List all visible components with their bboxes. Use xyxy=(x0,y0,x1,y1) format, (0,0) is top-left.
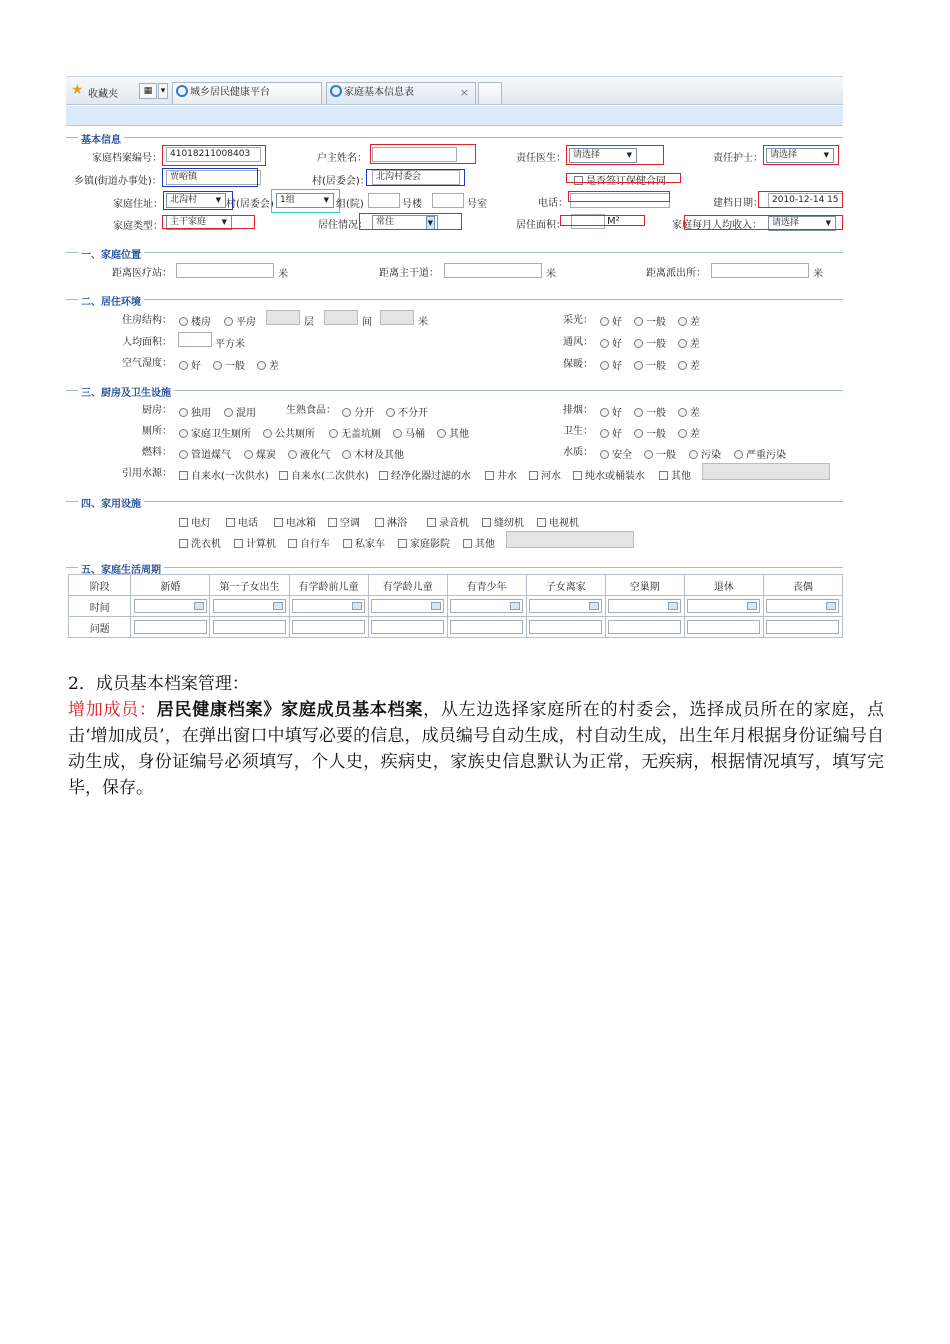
radio-icon xyxy=(179,361,188,370)
stage-cell: 第一子女出生 xyxy=(210,575,289,596)
head-name-label: 户主姓名： xyxy=(317,153,367,164)
check-fridge[interactable]: 电冰箱 xyxy=(274,514,316,529)
checkbox-icon xyxy=(537,518,546,527)
file-no-input[interactable]: 41018211008403 xyxy=(166,147,261,162)
radio-warmth-fair[interactable]: 一般 xyxy=(634,357,666,372)
radio-vent-poor[interactable]: 差 xyxy=(678,335,700,350)
checkbox-icon xyxy=(482,518,491,527)
checkbox-icon xyxy=(179,518,188,527)
embedded-screenshot xyxy=(66,76,843,643)
checkbox-icon xyxy=(529,471,538,480)
highlight-box xyxy=(566,145,664,165)
check-car[interactable]: 私家车 xyxy=(343,535,385,550)
radio-icon xyxy=(393,429,402,438)
nurse-label: 责任护士： xyxy=(713,153,763,164)
highlight-box xyxy=(758,191,843,208)
check-water-well[interactable]: 井水 xyxy=(485,467,517,482)
date-label: 建档日期： xyxy=(713,198,763,209)
radio-smoke-good[interactable]: 好 xyxy=(600,404,622,419)
area-unit: M² xyxy=(607,216,620,227)
checkbox-icon xyxy=(274,518,283,527)
checkbox-icon xyxy=(375,518,384,527)
addr-village-unit: 村(居委会) xyxy=(226,199,274,210)
calendar-icon xyxy=(668,602,678,610)
radio-fuel-lpg[interactable]: 液化气 xyxy=(288,446,330,461)
section-appliances xyxy=(66,499,843,510)
checkbox-icon xyxy=(659,471,668,480)
radio-toilet-pit[interactable]: 无盖坑厕 xyxy=(329,425,381,440)
nurse-select[interactable]: 请选择 ▼ xyxy=(766,148,834,163)
radio-icon xyxy=(179,429,188,438)
income-label: 家庭每月人均收入： xyxy=(672,220,762,231)
radio-icon xyxy=(678,429,687,438)
income-select[interactable]: 请选择 ▼ xyxy=(768,216,836,231)
calendar-icon xyxy=(589,602,599,610)
lead-red-label: 增加成员： xyxy=(68,700,157,720)
meter-unit: 米 xyxy=(418,317,428,328)
checkbox-icon xyxy=(463,539,472,548)
radio-icon xyxy=(224,317,233,326)
issue-cell[interactable] xyxy=(684,617,763,638)
doctor-select[interactable]: 请选择 ▼ xyxy=(569,148,637,163)
room-unit: 间 xyxy=(362,317,372,328)
addr-group-unit: 组(院) xyxy=(336,199,364,210)
warmth-label: 保暖： xyxy=(563,359,593,370)
per-area-unit: 平方米 xyxy=(215,339,245,350)
radio-smoke-poor[interactable]: 差 xyxy=(678,404,700,419)
radio-icon xyxy=(600,361,609,370)
check-appliance-other[interactable]: 其他 xyxy=(463,535,495,550)
life-cycle-table xyxy=(68,574,843,638)
issue-cell[interactable] xyxy=(289,617,368,638)
calendar-icon xyxy=(826,602,836,610)
check-bicycle[interactable]: 自行车 xyxy=(288,535,330,550)
issue-cell[interactable] xyxy=(368,617,447,638)
addr-room-input[interactable] xyxy=(432,193,464,208)
addr-village-select[interactable]: 北沟村 ▼ xyxy=(166,193,226,208)
fuel-label: 燃料： xyxy=(142,447,172,458)
checkbox-icon xyxy=(328,518,337,527)
structure-label: 住房结构： xyxy=(122,315,172,326)
date-cell[interactable] xyxy=(447,596,526,617)
section-cycle xyxy=(66,565,843,576)
radio-food-separate[interactable]: 分开 xyxy=(342,404,374,419)
check-sewing[interactable]: 缝纫机 xyxy=(482,514,524,529)
highlight-box xyxy=(359,213,462,230)
radio-hygiene-good[interactable]: 好 xyxy=(600,425,622,440)
radio-icon xyxy=(600,429,609,438)
checkbox-icon xyxy=(179,471,188,480)
radio-icon xyxy=(634,361,643,370)
radio-bungalow[interactable]: 平房 xyxy=(224,313,256,328)
checkbox-icon xyxy=(343,539,352,548)
radio-icon xyxy=(600,339,609,348)
checkbox-icon xyxy=(573,471,582,480)
village-label: 村(居委会)： xyxy=(312,176,370,187)
radio-fuel-wood[interactable]: 木材及其他 xyxy=(342,446,404,461)
checkbox-icon xyxy=(234,539,243,548)
radio-food-mixed[interactable]: 不分开 xyxy=(386,404,428,419)
time-header: 时间 xyxy=(69,596,131,617)
radio-water-polluted[interactable]: 污染 xyxy=(689,446,721,461)
radio-light-good[interactable]: 好 xyxy=(600,313,622,328)
ie-icon xyxy=(330,85,342,97)
highlight-box xyxy=(560,215,645,226)
issue-cell[interactable] xyxy=(210,617,289,638)
file-no-label: 家庭档案编号： xyxy=(92,153,162,164)
light-label: 采光： xyxy=(563,315,593,326)
radio-icon xyxy=(263,429,272,438)
radio-light-poor[interactable]: 差 xyxy=(678,313,700,328)
radio-icon xyxy=(329,429,338,438)
radio-fuel-gas[interactable]: 管道煤气 xyxy=(179,446,231,461)
radio-icon xyxy=(734,450,743,459)
radio-toilet-public[interactable]: 公共厕所 xyxy=(263,425,315,440)
radio-warmth-poor[interactable]: 差 xyxy=(678,357,700,372)
radio-water-fair[interactable]: 一般 xyxy=(644,446,676,461)
town-input[interactable]: 贾峪镇 xyxy=(166,170,261,185)
chevron-down-icon: ▼ xyxy=(825,219,831,227)
checkbox-icon xyxy=(427,518,436,527)
radio-icon xyxy=(678,361,687,370)
radio-humidity-fair[interactable]: 一般 xyxy=(213,357,245,372)
hygiene-label: 卫生： xyxy=(563,426,593,437)
checkbox-icon xyxy=(279,471,288,480)
radio-icon xyxy=(600,450,609,459)
radio-hygiene-fair[interactable]: 一般 xyxy=(634,425,666,440)
floor-unit: 层 xyxy=(304,317,314,328)
radio-icon xyxy=(244,450,253,459)
doctor-label: 责任医生： xyxy=(516,153,566,164)
police-distance-input[interactable] xyxy=(711,263,809,278)
check-water-other[interactable]: 其他 xyxy=(659,467,691,482)
radio-fuel-coal[interactable]: 煤炭 xyxy=(244,446,276,461)
check-ac[interactable]: 空调 xyxy=(328,514,360,529)
date-cell[interactable] xyxy=(210,596,289,617)
issue-cell[interactable] xyxy=(131,617,210,638)
radio-icon xyxy=(288,450,297,459)
addr-building-input[interactable] xyxy=(368,193,400,208)
per-area-label: 人均面积： xyxy=(122,337,172,348)
stage-cell: 空巢期 xyxy=(605,575,684,596)
radio-icon xyxy=(689,450,698,459)
radio-icon xyxy=(678,408,687,417)
chevron-down-icon: ▼ xyxy=(221,218,227,226)
issue-header: 问题 xyxy=(69,617,131,638)
stage-cell: 子女离家 xyxy=(526,575,605,596)
meter-unit: 米 xyxy=(813,269,823,280)
calendar-icon xyxy=(431,602,441,610)
radio-icon xyxy=(600,408,609,417)
radio-icon xyxy=(634,339,643,348)
issue-cell[interactable] xyxy=(447,617,526,638)
radio-warmth-good[interactable]: 好 xyxy=(600,357,622,372)
radio-icon xyxy=(386,408,395,417)
check-water-filtered[interactable]: 经净化器过滤的水 xyxy=(379,467,471,482)
check-water-bottled[interactable]: 纯水或桶装水 xyxy=(573,467,645,482)
calendar-icon xyxy=(352,602,362,610)
radio-humidity-poor[interactable]: 差 xyxy=(257,357,279,372)
road-label: 距离主干道： xyxy=(379,268,439,279)
section-location xyxy=(66,250,843,261)
section-basic xyxy=(66,135,843,146)
radio-toilet-home[interactable]: 家庭卫生厕所 xyxy=(179,425,251,440)
per-area-input[interactable] xyxy=(178,332,212,347)
grid-icon[interactable]: ▦ xyxy=(139,83,157,99)
stage-cell: 有学龄前儿童 xyxy=(289,575,368,596)
clinic-distance-input[interactable] xyxy=(176,263,274,278)
tab-family-info[interactable]: 家庭基本信息表 × xyxy=(326,82,476,104)
table-row xyxy=(69,596,843,617)
highlight-box xyxy=(568,191,670,202)
highlight-box xyxy=(162,215,255,229)
radio-icon xyxy=(634,429,643,438)
chevron-down-icon: ▼ xyxy=(215,196,221,204)
radio-icon xyxy=(678,339,687,348)
radio-icon xyxy=(179,450,188,459)
section-title: 基本信息 xyxy=(78,131,124,146)
addr-group-select[interactable]: 1组 ▼ xyxy=(276,193,334,208)
radio-water-safe[interactable]: 安全 xyxy=(600,446,632,461)
addr-building-unit: 号楼 xyxy=(402,199,422,210)
date-cell[interactable] xyxy=(131,596,210,617)
favorites-button[interactable]: 收藏夹 xyxy=(88,89,118,100)
date-cell[interactable] xyxy=(684,596,763,617)
table-row xyxy=(69,617,843,638)
radio-icon xyxy=(179,317,188,326)
smoke-label: 排烟： xyxy=(563,405,593,416)
date-cell[interactable] xyxy=(763,596,842,617)
tab-new[interactable] xyxy=(478,82,502,104)
police-label: 距离派出所： xyxy=(646,268,706,279)
stage-cell: 新婚 xyxy=(131,575,210,596)
radio-vent-fair[interactable]: 一般 xyxy=(634,335,666,350)
highlight-box xyxy=(162,145,266,166)
toilet-label: 厕所： xyxy=(142,426,172,437)
address-label: 家庭住址： xyxy=(113,199,163,210)
addr-room-unit: 号室 xyxy=(467,199,487,210)
tab-platform[interactable]: 城乡居民健康平台 xyxy=(172,82,322,104)
contract-checkbox[interactable]: 是否签订保健合同 xyxy=(574,172,666,187)
radio-icon xyxy=(257,361,266,370)
check-tv[interactable]: 电视机 xyxy=(537,514,579,529)
star-icon[interactable]: ★ xyxy=(71,82,84,98)
meter-unit: 米 xyxy=(546,269,556,280)
stage-cell: 退休 xyxy=(684,575,763,596)
check-water-tap2[interactable]: 自来水(二次供水) xyxy=(279,467,369,482)
chevron-down-icon: ▼ xyxy=(323,196,329,204)
check-water-river[interactable]: 河水 xyxy=(529,467,561,482)
meter-unit: 米 xyxy=(278,269,288,280)
issue-cell[interactable] xyxy=(605,617,684,638)
check-shower[interactable]: 淋浴 xyxy=(375,514,407,529)
check-water-tap1[interactable]: 自来水(一次供水) xyxy=(179,467,269,482)
residence-select[interactable]: 常住 ▼ xyxy=(372,215,438,230)
highlight-box xyxy=(366,169,465,186)
radio-icon xyxy=(644,450,653,459)
radio-kitchen-own[interactable]: 独用 xyxy=(179,404,211,419)
browser-tab-bar xyxy=(66,77,843,105)
radio-icon xyxy=(224,408,233,417)
checkbox-icon xyxy=(379,471,388,480)
calendar-icon xyxy=(747,602,757,610)
highlight-box xyxy=(163,191,233,210)
radio-icon xyxy=(634,408,643,417)
date-cell[interactable] xyxy=(526,596,605,617)
residence-label: 居住情况： xyxy=(318,220,368,231)
highlight-box xyxy=(684,215,843,230)
appliance-other-input[interactable] xyxy=(506,531,634,548)
radio-icon xyxy=(600,317,609,326)
date-cell[interactable] xyxy=(605,596,684,617)
radio-icon xyxy=(634,317,643,326)
checkbox-icon xyxy=(485,471,494,480)
floor-input[interactable] xyxy=(266,310,300,325)
calendar-icon xyxy=(510,602,520,610)
section-heading: 2．成员基本档案管理： xyxy=(68,674,249,694)
section-title: 四、家用设施 xyxy=(78,495,144,510)
chevron-down-icon: ▼ xyxy=(626,151,632,159)
table-row xyxy=(69,575,843,596)
section-title: 二、居住环境 xyxy=(78,293,144,308)
rooms-input[interactable] xyxy=(324,310,358,325)
village-input[interactable]: 北沟村委会 xyxy=(372,170,460,185)
ventilation-label: 通风： xyxy=(563,337,593,348)
radio-light-fair[interactable]: 一般 xyxy=(634,313,666,328)
town-label: 乡镇(街道办事处)： xyxy=(74,176,162,187)
chevron-down-icon: ▼ xyxy=(823,151,829,159)
date-input[interactable]: 2010-12-14 15 xyxy=(768,193,843,208)
highlight-box xyxy=(271,189,340,213)
close-icon[interactable]: × xyxy=(459,86,469,99)
height-input[interactable] xyxy=(380,310,414,325)
check-phone[interactable]: 电话 xyxy=(226,514,258,529)
section-title: 三、厨房及卫生设施 xyxy=(78,384,174,399)
radio-vent-good[interactable]: 好 xyxy=(600,335,622,350)
water-source-label: 引用水源： xyxy=(122,468,172,479)
toolbar-strip xyxy=(66,106,843,126)
section-title: 一、家庭位置 xyxy=(78,246,144,261)
date-cell[interactable] xyxy=(289,596,368,617)
highlight-box xyxy=(370,144,476,164)
radio-smoke-fair[interactable]: 一般 xyxy=(634,404,666,419)
stage-cell: 有青少年 xyxy=(447,575,526,596)
type-select[interactable]: 主干家庭 ▼ xyxy=(166,215,232,230)
radio-icon xyxy=(179,408,188,417)
issue-cell[interactable] xyxy=(763,617,842,638)
calendar-icon xyxy=(194,602,204,610)
ie-icon xyxy=(176,85,188,97)
radio-icon xyxy=(437,429,446,438)
highlight-box xyxy=(162,168,258,187)
instruction-body: ，从左边选择家庭所在的村委会，选择成员所在的家庭，点击‘增加成员’，在弹出窗口中填写必要的信息，成员编号自动生成，村自动生成，出生年月根据身份证编号自动生成，身份证编号必须填写，个人史，疾病史，家族史信息默认为正常，无疾病，根据情况填写，填写完毕，保存。 xyxy=(68,700,885,798)
radio-water-severe[interactable]: 严重污染 xyxy=(734,446,786,461)
section-title: 五、家庭生活周期 xyxy=(78,561,164,576)
water-other-input[interactable] xyxy=(702,463,830,480)
radio-icon xyxy=(678,317,687,326)
check-recorder[interactable]: 录音机 xyxy=(427,514,469,529)
date-cell[interactable] xyxy=(368,596,447,617)
checkbox-icon xyxy=(288,539,297,548)
check-computer[interactable]: 计算机 xyxy=(234,535,276,550)
calendar-icon xyxy=(273,602,283,610)
radio-icon xyxy=(342,408,351,417)
check-theater[interactable]: 家庭影院 xyxy=(398,535,450,550)
chevron-down-icon[interactable]: ▾ xyxy=(158,83,168,99)
stage-cell: 有学龄儿童 xyxy=(368,575,447,596)
checkbox-icon xyxy=(226,518,235,527)
radio-toilet-flush[interactable]: 马桶 xyxy=(393,425,425,440)
road-distance-input[interactable] xyxy=(444,263,542,278)
section-kitchen xyxy=(66,388,843,399)
radio-hygiene-poor[interactable]: 差 xyxy=(678,425,700,440)
checkbox-icon xyxy=(398,539,407,548)
check-lamp[interactable]: 电灯 xyxy=(179,514,211,529)
instruction-paragraph xyxy=(68,697,884,801)
section-living xyxy=(66,297,843,308)
radio-toilet-other[interactable]: 其他 xyxy=(437,425,469,440)
radio-building[interactable]: 楼房 xyxy=(179,313,211,328)
highlight-box xyxy=(763,145,839,165)
clinic-label: 距离医疗站： xyxy=(112,268,172,279)
humidity-label: 空气湿度： xyxy=(122,358,172,369)
chevron-down-icon: ▼ xyxy=(426,216,435,230)
kitchen-label: 厨房： xyxy=(142,405,172,416)
issue-cell[interactable] xyxy=(526,617,605,638)
radio-icon xyxy=(213,361,222,370)
stage-cell: 丧偶 xyxy=(763,575,842,596)
menu-path: 居民健康档案》家庭成员基本档案 xyxy=(156,700,424,720)
type-label: 家庭类型： xyxy=(113,221,163,232)
water-quality-label: 水质： xyxy=(563,447,593,458)
radio-kitchen-shared[interactable]: 混用 xyxy=(224,404,256,419)
stage-header: 阶段 xyxy=(69,575,131,596)
highlight-box xyxy=(566,173,681,183)
area-label: 居住面积： xyxy=(516,220,566,231)
food-label: 生熟食品： xyxy=(286,405,336,416)
checkbox-icon xyxy=(179,539,188,548)
radio-humidity-good[interactable]: 好 xyxy=(179,357,201,372)
radio-icon xyxy=(342,450,351,459)
phone-label: 电话： xyxy=(538,198,568,209)
check-washer[interactable]: 洗衣机 xyxy=(179,535,221,550)
